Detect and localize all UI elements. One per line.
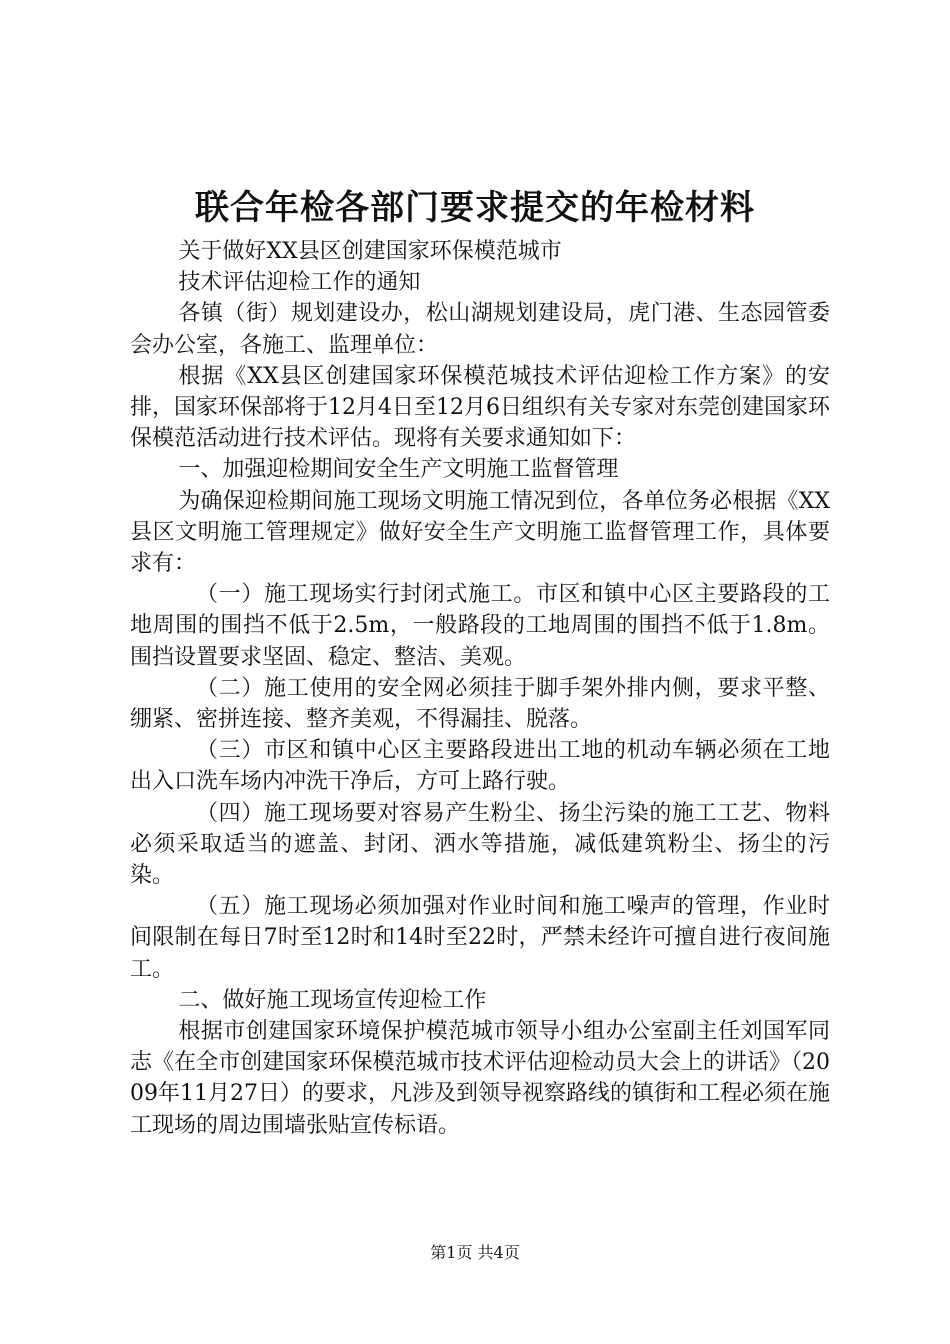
section-heading-2: 二、做好施工现场宣传迎检工作 [178, 987, 487, 1013]
requirement-item-4: （四）施工现场要对容易产生粉尘、扬尘污染的施工工艺、物料必须采取适当的遮盖、封闭、洒水等措施，减低建筑粉尘、扬尘的污染。 [130, 800, 830, 889]
requirement-item-5: （五）施工现场必须加强对作业时间和施工噪声的管理，作业时间限制在每日7时至12时和14时至22时，严禁未经许可擅自进行夜间施工。 [130, 894, 830, 982]
addressee-paragraph: 各镇（街）规划建设办，松山湖规划建设局，虎门港、生态园管委会办公室，各施工、监理单位： [130, 301, 830, 358]
document-body [130, 236, 830, 1141]
document-title: 联合年检各部门要求提交的年检材料 [195, 188, 755, 228]
section-1-intro: 为确保迎检期间施工现场文明施工情况到位，各单位务必根据《XX县区文明施工管理规定》做好安全生产文明施工监督管理工作，具体要求有： [130, 488, 830, 577]
section-heading-1: 一、加强迎检期间安全生产文明施工监督管理 [178, 457, 619, 483]
notice-heading-line-2: 技术评估迎检工作的通知 [178, 270, 421, 296]
notice-heading-line-1: 关于做好XX县区创建国家环保模范城市 [178, 239, 562, 264]
requirement-item-3: （三）市区和镇中心区主要路段进出工地的机动车辆必须在工地出入口洗车场内冲洗干净后，方可上路行驶。 [130, 738, 830, 795]
intro-paragraph: 根据《XX县区创建国家环保模范城技术评估迎检工作方案》的安排，国家环保部将于12月4日至12月6日组织有关专家对东莞创建国家环保模范活动进行技术评估。现将有关要求通知如下： [130, 363, 830, 452]
section-2-paragraph: 根据市创建国家环境保护模范城市领导小组办公室副主任刘国军同志《在全市创建国家环保模范城市技术评估迎检动员大会上的讲话》（2009年11月27日）的要求，凡涉及到领导视察路线的镇街和工程必须在施工现场的周边围墙张贴宣传标语。 [130, 1019, 830, 1138]
page-footer: 第1页 共4页 [430, 1243, 520, 1262]
requirement-item-2: （二）施工使用的安全网必须挂于脚手架外排内侧，要求平整、绷紧、密拼连接、整齐美观，不得漏挂、脱落。 [130, 675, 830, 733]
requirement-item-1: （一）施工现场实行封闭式施工。市区和镇中心区主要路段的工地周围的围挡不低于2.5m，一般路段的工地周围的围挡不低于1.8m。围挡设置要求坚固、稳定、整洁、美观。 [130, 582, 830, 670]
